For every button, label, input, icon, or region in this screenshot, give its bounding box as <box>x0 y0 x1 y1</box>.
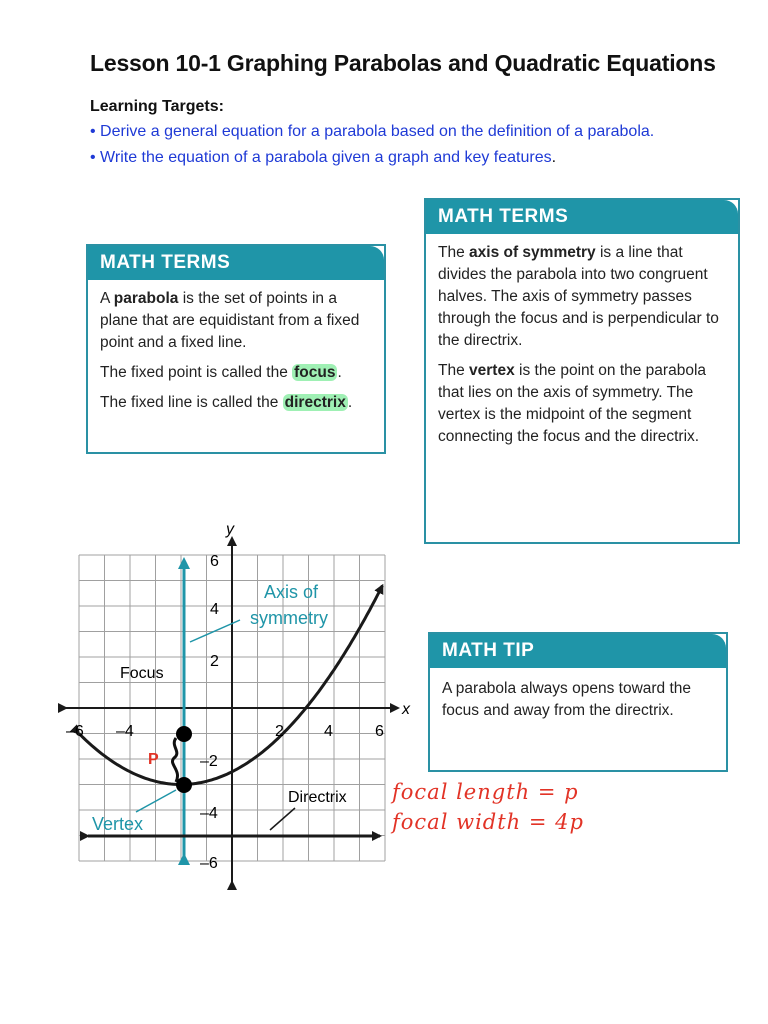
parabola-definition <box>100 288 372 354</box>
math-tip-heading: MATH TIP <box>430 634 726 668</box>
vertex-label: Vertex <box>92 814 144 834</box>
math-terms-right-heading: MATH TERMS <box>426 200 738 234</box>
learning-target-1: • Derive a general equation for a parabola based on the definition of a parabola. <box>90 123 655 140</box>
y-tick-label: –6 <box>200 855 218 872</box>
handwritten-focal-width: focal width = 4p <box>392 810 584 834</box>
math-terms-box-left <box>86 244 386 454</box>
x-tick-label: 4 <box>324 723 333 740</box>
vertex-point <box>176 777 192 793</box>
math-tip-body: A parabola always opens toward the focus and away from the directrix. <box>442 680 692 719</box>
p-brace <box>172 738 177 782</box>
learning-target-2 <box>90 149 556 167</box>
directrix-definition <box>100 392 372 414</box>
x-tick-label: 6 <box>375 723 384 740</box>
text: The <box>438 362 470 379</box>
axis-of-symmetry-label-2: symmetry <box>250 608 328 628</box>
math-terms-left-body <box>88 280 384 430</box>
y-tick-label: –4 <box>200 805 218 822</box>
term-directrix: directrix <box>284 394 346 411</box>
text: The fixed point is called the <box>100 364 293 381</box>
text: The <box>438 244 470 261</box>
parabola-graph <box>55 520 410 885</box>
axis-of-symmetry-definition <box>438 242 726 352</box>
math-tip-box <box>428 632 728 772</box>
math-terms-right-body <box>426 234 738 464</box>
text: The fixed line is called the <box>100 394 283 411</box>
text: is a line that divides the parabola into two congruent halves. The axis of symmetry passes through the focus and is perpendicular to the directrix. <box>438 244 719 349</box>
math-terms-left-heading: MATH TERMS <box>88 246 384 280</box>
text: . <box>337 364 342 381</box>
axis-of-symmetry-label-1: Axis of <box>264 582 319 602</box>
page-title: Lesson 10-1 Graphing Parabolas and Quadratic Equations <box>90 50 716 76</box>
parabola-curve <box>79 586 382 785</box>
p-mark: P <box>148 751 159 768</box>
x-tick-label: 2 <box>275 723 284 740</box>
term-axis-of-symmetry: axis of symmetry <box>469 244 596 261</box>
text: is the set of points in a plane that are equidistant from a fixed point and a fixed line. <box>100 290 360 351</box>
focus-definition <box>100 362 372 384</box>
learning-targets-heading: Learning Targets: <box>90 98 224 115</box>
term-parabola: parabola <box>113 290 179 307</box>
learning-target-2-period: . <box>551 149 557 166</box>
directrix-label: Directrix <box>288 789 347 806</box>
focus-point <box>176 726 192 742</box>
y-tick-label: –2 <box>200 753 218 770</box>
y-tick-label: 6 <box>210 553 219 570</box>
x-axis-label: x <box>402 701 410 718</box>
learning-target-2-text: • Write the equation of a parabola given a graph and key features <box>90 149 552 166</box>
y-tick-label: 2 <box>210 653 219 670</box>
x-tick-label: –4 <box>116 723 134 740</box>
y-axis-label: y <box>226 521 234 538</box>
y-tick-label: 4 <box>210 601 219 618</box>
term-focus: focus <box>294 364 336 381</box>
text: A <box>100 290 114 307</box>
text: is the point on the parabola that lies on the axis of symmetry. The vertex is the midpoint of the segment connecting the focus and the directrix. <box>438 362 707 445</box>
vertex-definition <box>438 360 726 448</box>
term-vertex: vertex <box>469 362 515 379</box>
handwritten-focal-length: focal length = p <box>392 780 579 804</box>
focus-label: Focus <box>120 665 164 682</box>
math-terms-box-right <box>424 198 740 544</box>
text: . <box>347 394 353 411</box>
x-tick-label: –6 <box>66 723 84 740</box>
